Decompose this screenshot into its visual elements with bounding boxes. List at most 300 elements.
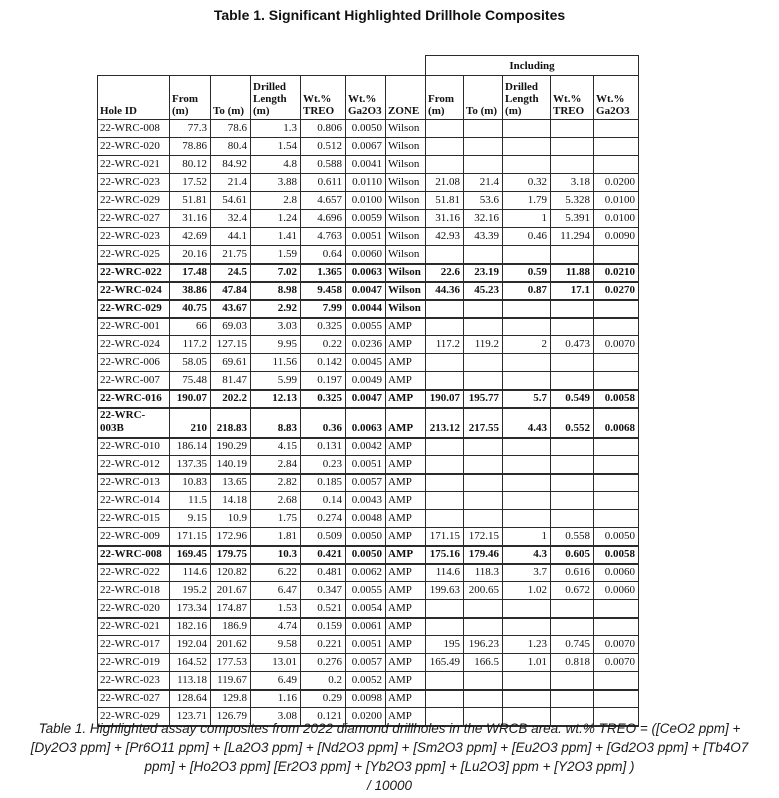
cell-inc_ga2o3 — [594, 492, 639, 510]
table-row — [98, 120, 639, 138]
cell-treo: 9.458 — [301, 282, 346, 300]
cell-treo: 0.509 — [301, 528, 346, 546]
cell-inc_length: 1 — [503, 210, 551, 228]
cell-treo: 0.29 — [301, 690, 346, 708]
cell-inc_treo — [551, 618, 594, 636]
table-row — [98, 372, 639, 390]
cell-length: 1.75 — [251, 510, 301, 528]
cell-to: 174.87 — [211, 600, 251, 618]
cell-ga2o3: 0.0060 — [346, 246, 386, 264]
cell-inc_to: 43.39 — [464, 228, 503, 246]
cell-inc_from: 199.63 — [426, 582, 464, 600]
cell-inc_treo — [551, 600, 594, 618]
cell-inc_to: 195.77 — [464, 390, 503, 408]
cell-inc_length: 0.87 — [503, 282, 551, 300]
cell-from: 123.71 — [170, 708, 211, 726]
cell-treo: 0.14 — [301, 492, 346, 510]
cell-to: 126.79 — [211, 708, 251, 726]
cell-inc_length: 1.23 — [503, 636, 551, 654]
cell-inc_ga2o3: 0.0050 — [594, 528, 639, 546]
table-row — [98, 438, 639, 456]
cell-length: 4.15 — [251, 438, 301, 456]
cell-inc_ga2o3 — [594, 474, 639, 492]
cell-ga2o3: 0.0063 — [346, 408, 386, 438]
cell-inc_treo — [551, 318, 594, 336]
cell-to: 129.8 — [211, 690, 251, 708]
cell-length: 1.53 — [251, 600, 301, 618]
cell-length: 4.74 — [251, 618, 301, 636]
cell-ga2o3: 0.0055 — [346, 318, 386, 336]
cell-from: 164.52 — [170, 654, 211, 672]
cell-inc_treo: 0.818 — [551, 654, 594, 672]
cell-inc_from — [426, 120, 464, 138]
cell-inc_from: 22.6 — [426, 264, 464, 282]
cell-treo: 0.221 — [301, 636, 346, 654]
cell-length: 6.22 — [251, 564, 301, 582]
cell-hole_id: 22-WRC-029 — [98, 192, 170, 210]
cell-ga2o3: 0.0050 — [346, 546, 386, 564]
cell-zone: Wilson — [386, 138, 426, 156]
cell-to: 218.83 — [211, 408, 251, 438]
table-row — [98, 138, 639, 156]
column-header: ZONE — [386, 76, 426, 120]
cell-hole_id: 22-WRC-029 — [98, 300, 170, 318]
cell-inc_treo — [551, 156, 594, 174]
cell-inc_ga2o3 — [594, 438, 639, 456]
cell-from: 9.15 — [170, 510, 211, 528]
cell-inc_treo — [551, 492, 594, 510]
cell-ga2o3: 0.0063 — [346, 264, 386, 282]
cell-inc_treo: 0.605 — [551, 546, 594, 564]
cell-zone: Wilson — [386, 192, 426, 210]
table-row — [98, 210, 639, 228]
cell-ga2o3: 0.0047 — [346, 282, 386, 300]
table-row — [98, 354, 639, 372]
cell-inc_ga2o3 — [594, 120, 639, 138]
column-header: Wt.% Ga2O3 — [594, 76, 639, 120]
including-header: Including — [426, 56, 639, 76]
cell-to: 69.61 — [211, 354, 251, 372]
cell-inc_ga2o3: 0.0070 — [594, 636, 639, 654]
cell-treo: 0.64 — [301, 246, 346, 264]
cell-inc_ga2o3 — [594, 156, 639, 174]
including-band-row — [98, 56, 639, 76]
cell-inc_length — [503, 456, 551, 474]
cell-hole_id: 22-WRC-023 — [98, 228, 170, 246]
cell-ga2o3: 0.0047 — [346, 390, 386, 408]
cell-length: 3.08 — [251, 708, 301, 726]
cell-length: 6.47 — [251, 582, 301, 600]
cell-from: 17.52 — [170, 174, 211, 192]
cell-treo: 4.763 — [301, 228, 346, 246]
table-title: Table 1. Significant Highlighted Drillhole Composites — [213, 7, 566, 23]
cell-treo: 0.512 — [301, 138, 346, 156]
cell-inc_to: 172.15 — [464, 528, 503, 546]
cell-inc_treo — [551, 672, 594, 690]
cell-inc_ga2o3 — [594, 300, 639, 318]
cell-treo: 0.131 — [301, 438, 346, 456]
cell-inc_ga2o3: 0.0060 — [594, 564, 639, 582]
cell-inc_ga2o3: 0.0068 — [594, 408, 639, 438]
cell-to: 120.82 — [211, 564, 251, 582]
cell-inc_from — [426, 618, 464, 636]
cell-inc_treo: 0.473 — [551, 336, 594, 354]
cell-to: 10.9 — [211, 510, 251, 528]
cell-inc_from — [426, 354, 464, 372]
column-header: To (m) — [464, 76, 503, 120]
cell-inc_length: 5.7 — [503, 390, 551, 408]
cell-length: 2.68 — [251, 492, 301, 510]
cell-inc_treo: 5.391 — [551, 210, 594, 228]
cell-hole_id: 22-WRC-023 — [98, 174, 170, 192]
cell-inc_to — [464, 492, 503, 510]
cell-inc_to — [464, 600, 503, 618]
cell-ga2o3: 0.0052 — [346, 672, 386, 690]
cell-inc_ga2o3: 0.0200 — [594, 174, 639, 192]
cell-hole_id: 22-WRC-021 — [98, 156, 170, 174]
cell-hole_id: 22-WRC-027 — [98, 690, 170, 708]
cell-hole_id: 22-WRC-023 — [98, 672, 170, 690]
cell-length: 1.59 — [251, 246, 301, 264]
cell-inc_treo — [551, 354, 594, 372]
cell-treo: 0.521 — [301, 600, 346, 618]
cell-zone: Wilson — [386, 246, 426, 264]
cell-inc_from — [426, 156, 464, 174]
cell-inc_from: 42.93 — [426, 228, 464, 246]
cell-to: 13.65 — [211, 474, 251, 492]
cell-inc_ga2o3 — [594, 618, 639, 636]
table-row — [98, 510, 639, 528]
cell-to: 172.96 — [211, 528, 251, 546]
cell-inc_length — [503, 672, 551, 690]
cell-hole_id: 22-WRC-021 — [98, 618, 170, 636]
cell-inc_to: 179.46 — [464, 546, 503, 564]
cell-inc_from: 175.16 — [426, 546, 464, 564]
table-row — [98, 654, 639, 672]
cell-inc_length — [503, 474, 551, 492]
cell-inc_treo: 11.88 — [551, 264, 594, 282]
cell-hole_id: 22-WRC-013 — [98, 474, 170, 492]
cell-inc_from: 171.15 — [426, 528, 464, 546]
cell-inc_ga2o3 — [594, 354, 639, 372]
cell-ga2o3: 0.0062 — [346, 564, 386, 582]
cell-inc_length — [503, 690, 551, 708]
table-row — [98, 582, 639, 600]
cell-inc_length: 4.43 — [503, 408, 551, 438]
table-row — [98, 690, 639, 708]
table-row — [98, 318, 639, 336]
cell-hole_id: 22-WRC-027 — [98, 210, 170, 228]
cell-hole_id: 22-WRC-022 — [98, 264, 170, 282]
cell-to: 32.4 — [211, 210, 251, 228]
cell-inc_length: 1 — [503, 528, 551, 546]
cell-inc_to — [464, 690, 503, 708]
cell-length: 2.84 — [251, 456, 301, 474]
cell-ga2o3: 0.0055 — [346, 582, 386, 600]
cell-inc_length — [503, 510, 551, 528]
cell-ga2o3: 0.0050 — [346, 120, 386, 138]
cell-length: 8.98 — [251, 282, 301, 300]
cell-ga2o3: 0.0048 — [346, 510, 386, 528]
cell-inc_to: 166.5 — [464, 654, 503, 672]
table-row — [98, 228, 639, 246]
cell-zone: AMP — [386, 582, 426, 600]
cell-treo: 0.185 — [301, 474, 346, 492]
cell-inc_length — [503, 354, 551, 372]
cell-inc_from — [426, 690, 464, 708]
table-row — [98, 192, 639, 210]
cell-inc_to: 45.23 — [464, 282, 503, 300]
cell-hole_id: 22-WRC-019 — [98, 654, 170, 672]
cell-zone: AMP — [386, 672, 426, 690]
table-row — [98, 156, 639, 174]
cell-ga2o3: 0.0043 — [346, 492, 386, 510]
table-row — [98, 618, 639, 636]
cell-to: 47.84 — [211, 282, 251, 300]
cell-inc_from: 114.6 — [426, 564, 464, 582]
cell-to: 24.5 — [211, 264, 251, 282]
cell-zone: Wilson — [386, 228, 426, 246]
table-row — [98, 282, 639, 300]
cell-length: 6.49 — [251, 672, 301, 690]
cell-length: 2.8 — [251, 192, 301, 210]
cell-hole_id: 22-WRC-006 — [98, 354, 170, 372]
cell-inc_treo — [551, 300, 594, 318]
cell-treo: 0.276 — [301, 654, 346, 672]
cell-inc_to: 217.55 — [464, 408, 503, 438]
cell-from: 210 — [170, 408, 211, 438]
cell-inc_ga2o3: 0.0090 — [594, 228, 639, 246]
cell-hole_id: 22-WRC-017 — [98, 636, 170, 654]
cell-inc_treo: 0.552 — [551, 408, 594, 438]
cell-inc_to — [464, 618, 503, 636]
cell-inc_from — [426, 600, 464, 618]
column-header: Drilled Length (m) — [503, 76, 551, 120]
cell-length: 9.95 — [251, 336, 301, 354]
cell-treo: 0.2 — [301, 672, 346, 690]
cell-inc_from — [426, 456, 464, 474]
cell-treo: 0.325 — [301, 318, 346, 336]
cell-inc_length: 0.59 — [503, 264, 551, 282]
cell-inc_ga2o3: 0.0210 — [594, 264, 639, 282]
header-spacer — [98, 56, 426, 76]
cell-length: 8.83 — [251, 408, 301, 438]
column-header: Wt.% TREO — [551, 76, 594, 120]
cell-treo: 7.99 — [301, 300, 346, 318]
cell-from: 128.64 — [170, 690, 211, 708]
cell-from: 42.69 — [170, 228, 211, 246]
cell-length: 13.01 — [251, 654, 301, 672]
cell-treo: 0.22 — [301, 336, 346, 354]
cell-inc_from: 51.81 — [426, 192, 464, 210]
cell-zone: Wilson — [386, 300, 426, 318]
cell-from: 51.81 — [170, 192, 211, 210]
cell-to: 44.1 — [211, 228, 251, 246]
cell-treo: 4.696 — [301, 210, 346, 228]
cell-inc_to — [464, 456, 503, 474]
caption-divisor: / 10000 — [366, 778, 413, 793]
cell-treo: 0.481 — [301, 564, 346, 582]
cell-zone: AMP — [386, 654, 426, 672]
cell-from: 10.83 — [170, 474, 211, 492]
cell-hole_id: 22-WRC-001 — [98, 318, 170, 336]
cell-inc_length: 3.7 — [503, 564, 551, 582]
cell-ga2o3: 0.0067 — [346, 138, 386, 156]
cell-ga2o3: 0.0051 — [346, 636, 386, 654]
cell-inc_length: 1.02 — [503, 582, 551, 600]
cell-ga2o3: 0.0059 — [346, 210, 386, 228]
cell-inc_from: 213.12 — [426, 408, 464, 438]
cell-inc_treo — [551, 246, 594, 264]
cell-inc_from: 190.07 — [426, 390, 464, 408]
cell-ga2o3: 0.0200 — [346, 708, 386, 726]
cell-inc_length — [503, 372, 551, 390]
cell-inc_from: 117.2 — [426, 336, 464, 354]
cell-inc_length — [503, 618, 551, 636]
cell-ga2o3: 0.0098 — [346, 690, 386, 708]
table-row — [98, 456, 639, 474]
cell-inc_length: 1.01 — [503, 654, 551, 672]
column-header: Wt.% TREO — [301, 76, 346, 120]
cell-length: 12.13 — [251, 390, 301, 408]
cell-inc_to — [464, 120, 503, 138]
cell-zone: Wilson — [386, 120, 426, 138]
cell-from: 38.86 — [170, 282, 211, 300]
cell-treo: 0.142 — [301, 354, 346, 372]
cell-inc_length — [503, 246, 551, 264]
cell-treo: 0.325 — [301, 390, 346, 408]
cell-zone: AMP — [386, 600, 426, 618]
cell-inc_to — [464, 156, 503, 174]
cell-hole_id: 22-WRC-016 — [98, 390, 170, 408]
cell-zone: AMP — [386, 546, 426, 564]
cell-inc_to: 53.6 — [464, 192, 503, 210]
cell-inc_length: 2 — [503, 336, 551, 354]
cell-inc_treo — [551, 438, 594, 456]
cell-from: 192.04 — [170, 636, 211, 654]
cell-from: 114.6 — [170, 564, 211, 582]
cell-from: 40.75 — [170, 300, 211, 318]
cell-to: 21.4 — [211, 174, 251, 192]
cell-from: 58.05 — [170, 354, 211, 372]
cell-from: 31.16 — [170, 210, 211, 228]
cell-hole_id: 22-WRC-014 — [98, 492, 170, 510]
cell-inc_from: 44.36 — [426, 282, 464, 300]
cell-to: 179.75 — [211, 546, 251, 564]
cell-to: 43.67 — [211, 300, 251, 318]
table-row — [98, 546, 639, 564]
cell-ga2o3: 0.0051 — [346, 456, 386, 474]
cell-inc_to — [464, 246, 503, 264]
cell-length: 11.56 — [251, 354, 301, 372]
cell-ga2o3: 0.0050 — [346, 528, 386, 546]
cell-treo: 0.611 — [301, 174, 346, 192]
cell-inc_ga2o3: 0.0100 — [594, 210, 639, 228]
cell-inc_ga2o3 — [594, 690, 639, 708]
caption-text: Table 1. Highlighted assay composites from 2022 diamond drillholes in the WRCB area. wt.% TREO = ([CeO2 ppm] + [Dy2O3 ppm] + [Pr6O11 ppm] + [La2O3 ppm] + [Nd2O3 ppm] + [Sm2O3 ppm] + [Eu2O3 ppm] + [Gd2O3 ppm] + [Tb4O7 ppm] + [Ho2O3 ppm] [Er2O3 ppm] + [Yb2O3 ppm] + [Lu2O3] ppm + [Y2O3 ppm] ) — [30, 721, 749, 774]
cell-ga2o3: 0.0051 — [346, 228, 386, 246]
cell-inc_to — [464, 300, 503, 318]
cell-inc_treo: 11.294 — [551, 228, 594, 246]
cell-from: 75.48 — [170, 372, 211, 390]
cell-treo: 0.274 — [301, 510, 346, 528]
cell-inc_length: 0.32 — [503, 174, 551, 192]
cell-hole_id: 22-WRC-024 — [98, 282, 170, 300]
table-row — [98, 408, 639, 438]
column-header-row — [98, 76, 639, 120]
cell-zone: Wilson — [386, 156, 426, 174]
cell-hole_id: 22-WRC-010 — [98, 438, 170, 456]
cell-inc_treo: 0.549 — [551, 390, 594, 408]
cell-to: 186.9 — [211, 618, 251, 636]
cell-zone: AMP — [386, 390, 426, 408]
cell-ga2o3: 0.0100 — [346, 192, 386, 210]
cell-length: 7.02 — [251, 264, 301, 282]
cell-zone: AMP — [386, 510, 426, 528]
cell-ga2o3: 0.0057 — [346, 654, 386, 672]
cell-hole_id: 22-WRC-003B — [98, 408, 170, 438]
cell-length: 2.82 — [251, 474, 301, 492]
cell-length: 2.92 — [251, 300, 301, 318]
cell-to: 81.47 — [211, 372, 251, 390]
cell-zone: AMP — [386, 708, 426, 726]
cell-from: 78.86 — [170, 138, 211, 156]
cell-inc_from — [426, 318, 464, 336]
cell-zone: AMP — [386, 438, 426, 456]
cell-hole_id: 22-WRC-020 — [98, 600, 170, 618]
cell-inc_to — [464, 438, 503, 456]
cell-inc_treo — [551, 138, 594, 156]
cell-inc_to: 196.23 — [464, 636, 503, 654]
cell-ga2o3: 0.0042 — [346, 438, 386, 456]
cell-to: 119.67 — [211, 672, 251, 690]
cell-to: 177.53 — [211, 654, 251, 672]
column-header: To (m) — [211, 76, 251, 120]
cell-zone: AMP — [386, 354, 426, 372]
cell-inc_treo: 0.672 — [551, 582, 594, 600]
cell-inc_treo — [551, 690, 594, 708]
cell-treo: 0.806 — [301, 120, 346, 138]
cell-hole_id: 22-WRC-024 — [98, 336, 170, 354]
cell-length: 3.03 — [251, 318, 301, 336]
cell-inc_ga2o3: 0.0060 — [594, 582, 639, 600]
cell-from: 182.16 — [170, 618, 211, 636]
cell-zone: Wilson — [386, 282, 426, 300]
cell-hole_id: 22-WRC-009 — [98, 528, 170, 546]
cell-hole_id: 22-WRC-008 — [98, 546, 170, 564]
cell-zone: Wilson — [386, 210, 426, 228]
cell-zone: AMP — [386, 456, 426, 474]
cell-inc_ga2o3 — [594, 318, 639, 336]
cell-length: 10.3 — [251, 546, 301, 564]
cell-inc_treo — [551, 474, 594, 492]
cell-inc_length — [503, 438, 551, 456]
cell-inc_treo: 3.18 — [551, 174, 594, 192]
cell-from: 171.15 — [170, 528, 211, 546]
cell-inc_treo: 0.558 — [551, 528, 594, 546]
cell-to: 140.19 — [211, 456, 251, 474]
cell-length: 1.81 — [251, 528, 301, 546]
cell-inc_ga2o3: 0.0070 — [594, 336, 639, 354]
cell-inc_from: 21.08 — [426, 174, 464, 192]
table-row — [98, 672, 639, 690]
cell-inc_from — [426, 672, 464, 690]
cell-inc_length: 4.3 — [503, 546, 551, 564]
cell-inc_to — [464, 372, 503, 390]
cell-inc_length — [503, 318, 551, 336]
cell-inc_treo: 17.1 — [551, 282, 594, 300]
cell-inc_from: 31.16 — [426, 210, 464, 228]
